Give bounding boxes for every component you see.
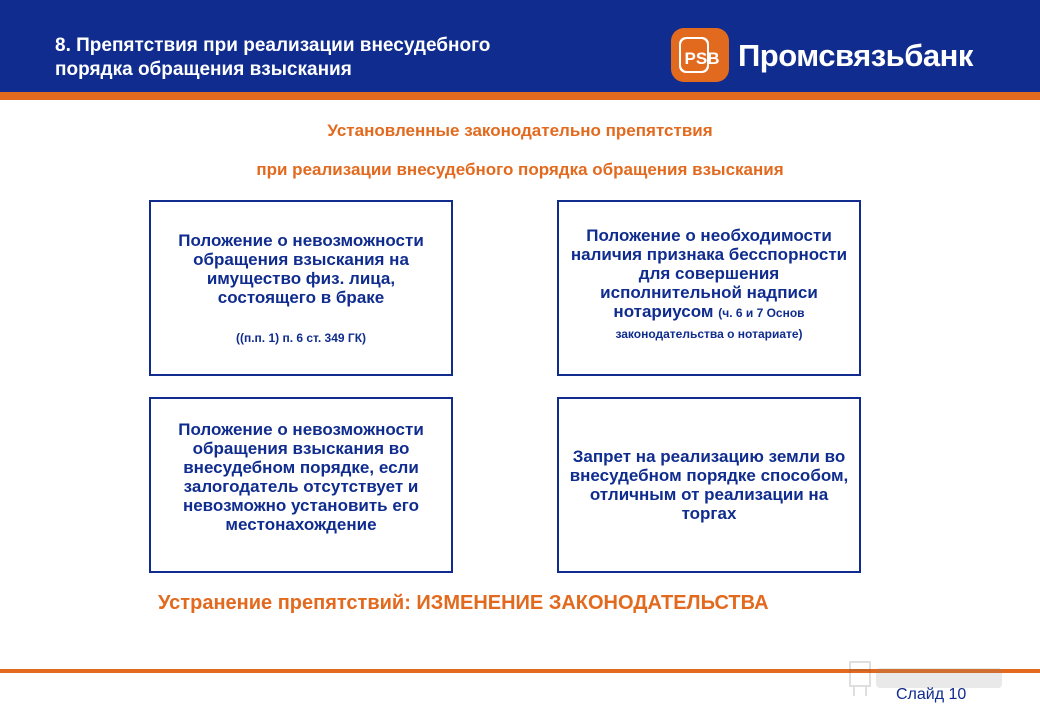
obstacle-box-land-sale bbox=[557, 397, 861, 573]
obstacle-box-marriage bbox=[149, 200, 453, 376]
subtitle-line-2: при реализации внесудебного порядка обращения взыскания bbox=[256, 160, 784, 179]
slide-title-line-2: порядка обращения взыскания bbox=[55, 59, 352, 80]
obstacle-text bbox=[569, 226, 849, 344]
obstacle-reference: (ч. 6 и 7 Основ законодательства о нотариате) bbox=[615, 306, 805, 341]
obstacle-box-absent-pledger bbox=[149, 397, 453, 573]
slide-number: Слайд 10 bbox=[896, 686, 967, 703]
obstacle-text: Положение о невозможности обращения взыскания на имущество физ. лица, состоящего в браке bbox=[178, 230, 424, 307]
header-accent-stripe bbox=[0, 92, 1040, 100]
bank-name: Промсвязьбанк bbox=[738, 38, 973, 73]
resolution-text: Устранение препятствий: ИЗМЕНЕНИЕ ЗАКОНОДАТЕЛЬСТВА bbox=[158, 592, 769, 614]
obstacle-reference: ((п.п. 1) п. 6 ст. 349 ГК) bbox=[235, 330, 367, 345]
obstacle-text-main: Положение о необходимости наличия признака бесспорности для совершения исполнительной надписи нотариусом bbox=[570, 226, 848, 321]
subtitle-line-1: Установленные законодательно препятствия bbox=[327, 121, 713, 140]
obstacle-box-notary bbox=[557, 200, 861, 376]
header-bar bbox=[0, 0, 1040, 92]
slide-title-line-1: 8. Препятствия при реализации внесудебного bbox=[55, 35, 491, 56]
bank-logo-letters: РSВ bbox=[684, 49, 720, 68]
slide-title bbox=[55, 34, 615, 82]
obstacle-text: Запрет на реализацию земли во внесудебном порядке способом, отличным от реализации на торгах bbox=[569, 447, 849, 523]
obstacle-text: Положение о невозможности обращения взыскания во внесудебном порядке, если залогодатель отсутствует и невозможно установить его местонахождение bbox=[178, 420, 424, 534]
bank-logo-icon bbox=[671, 28, 729, 82]
